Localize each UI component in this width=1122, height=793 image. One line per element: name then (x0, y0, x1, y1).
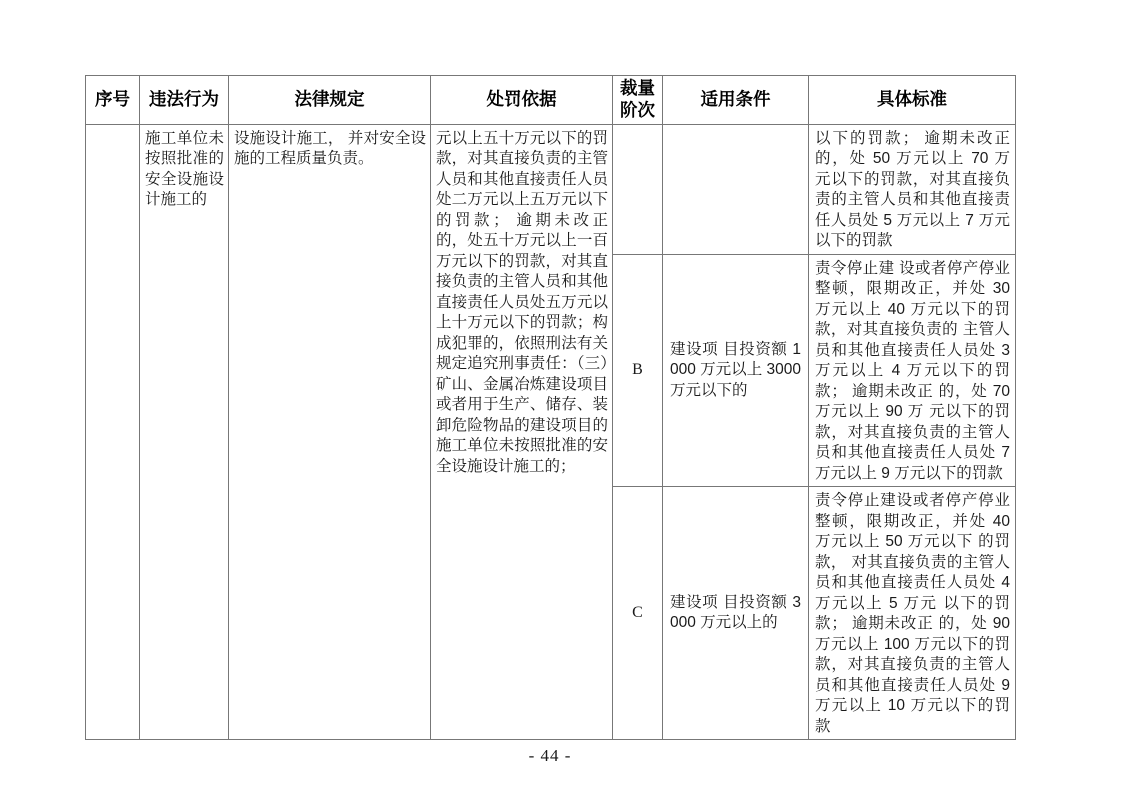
tier-level-cell: C (613, 487, 663, 740)
tier-condition-cell: 建设项 目投资额 3000 万元以上的 (663, 487, 809, 740)
serial-number-cell (86, 124, 140, 740)
tier-level-cell: B (613, 254, 663, 487)
tier-condition-cell (663, 124, 809, 254)
tier-condition-cell: 建设项 目投资额 1000 万元以上 3000 万元以下的 (663, 254, 809, 487)
violation-cell: 施工单位未按照批准的安全设施设计施工的 (140, 124, 229, 740)
col-header-specific-standard: 具体标准 (809, 76, 1016, 125)
tier-standard-cell: 责令停止建 设或者停产停业整顿，限期改正，并处 30 万元以上 40 万元以下的罚款，对其直接负责的 主管人员和其他直接责任人员处 3 万元以上 4 万元以下的罚款； 逾期未改正 的，处 70 万元以上 90 万 元以下的罚款，对其直接负责的主管人员和其他直接责任人员处 7 万元以上 9 万元以下的罚款 (809, 254, 1016, 487)
tier-standard-cell: 责令停止建设或者停产停业整顿，限期改正，并处 40 万元以上 50 万元以下 的罚款， 对其直接负责的主管人员和其他直接责任人员处 4 万元以上 5 万元 以下的罚款； 逾期未改正 的，处 90 万元以上 100 万元以下的罚款，对其直接负责的主管人员和其他直接责任人员处 9 万元以上 10 万元以下的罚款 (809, 487, 1016, 740)
col-header-serial-number: 序号 (86, 76, 140, 125)
col-header-legal-provision: 法律规定 (229, 76, 431, 125)
page-number: - 44 - (528, 746, 572, 765)
col-header-applicable-condition: 适用条件 (663, 76, 809, 125)
col-header-violation: 违法行为 (140, 76, 229, 125)
table-header-row (86, 76, 1016, 125)
col-header-discretion-tier: 裁量阶次 (613, 76, 663, 125)
table-row-tier-1 (86, 124, 1016, 254)
col-header-penalty-basis: 处罚依据 (431, 76, 613, 125)
penalty-discretion-table (85, 75, 1016, 740)
tier-level-cell (613, 124, 663, 254)
penalty-basis-cell: 元以上五十万元以下的罚款，对其直接负责的主管人员和其他直接责任人员处二万元以上五万元以下的罚款； 逾期未改正的，处五十万元以上一百万元以下的罚款，对其直接负责的主管人员和其他直接责任人员处五万元以上十万元以下的罚款；构成犯罪的，依照刑法有关规定追究刑事责任：（三）矿山、金属冶炼建设项目或者用于生产、储存、装卸危险物品的建设项目的施工单位未按照批准的安全设施设计施工的； (431, 124, 613, 740)
tier-standard-cell: 以下的罚款； 逾期未改正的，处 50 万元以上 70 万 元以下的罚款，对其直接负责的主管人员和其他直接责任人员处 5 万元以上 7 万元以下的罚款 (809, 124, 1016, 254)
legal-provision-cell: 设施设计施工， 并对安全设施的工程质量负责。 (229, 124, 431, 740)
